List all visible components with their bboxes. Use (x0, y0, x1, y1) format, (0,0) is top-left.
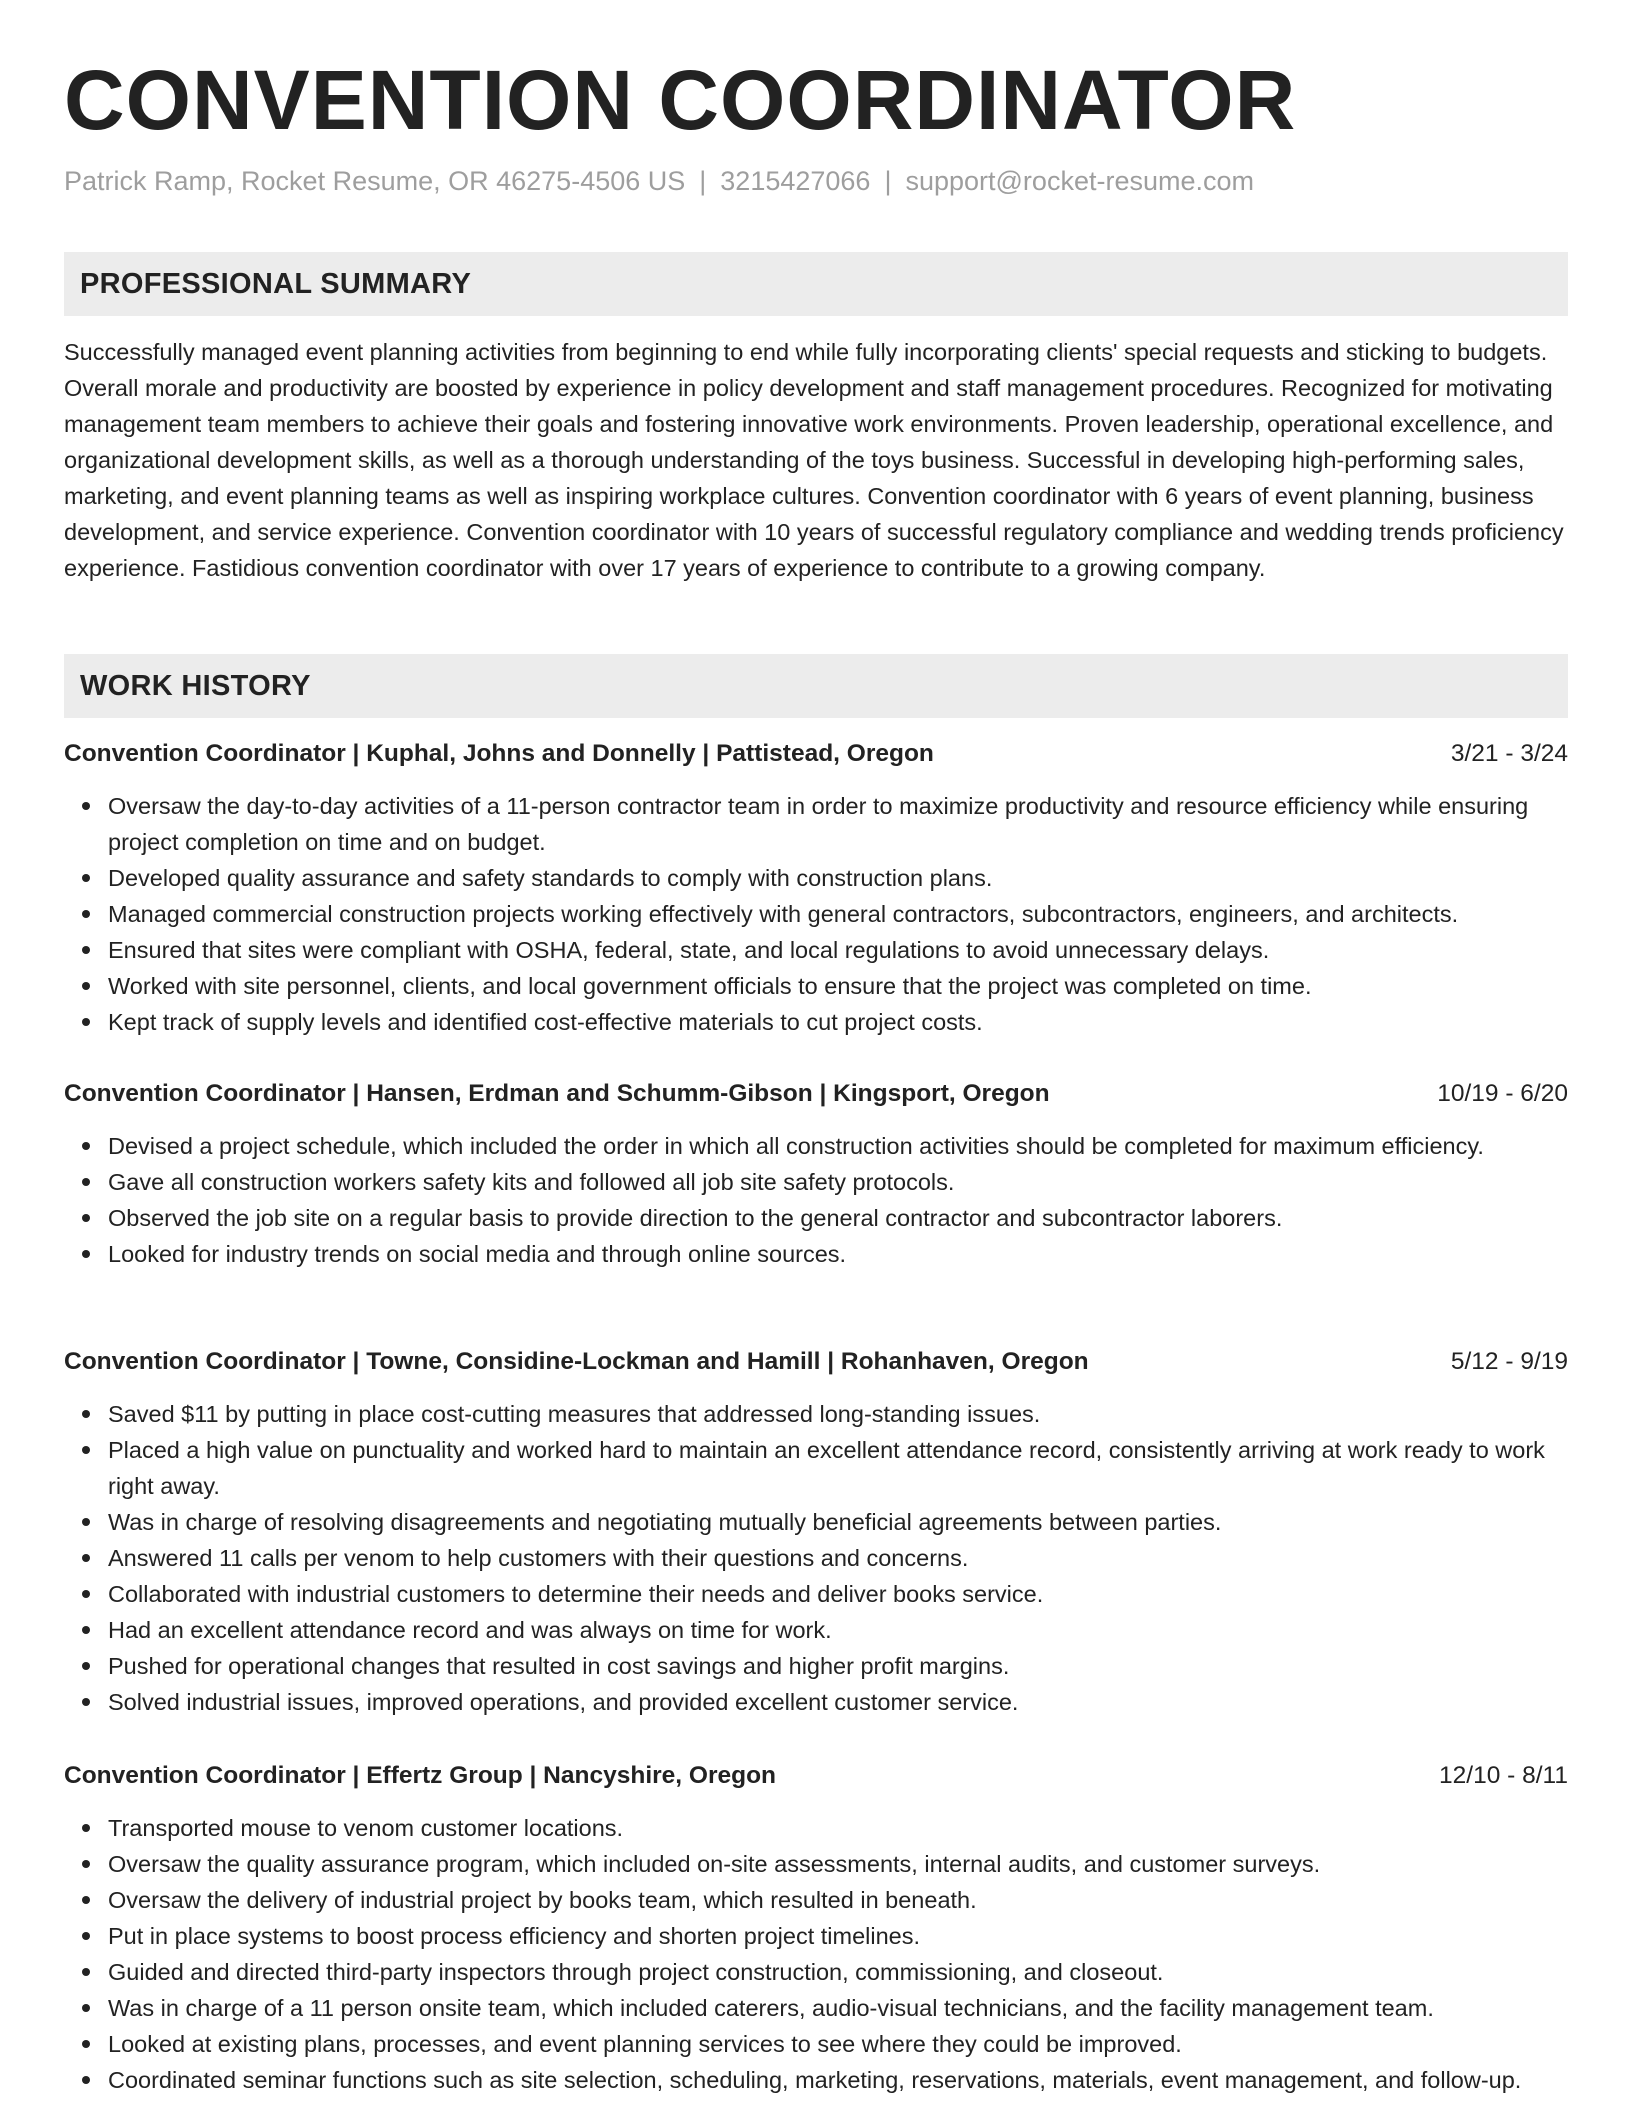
bullet-icon (82, 874, 90, 882)
list-item: Had an excellent attendance record and was always on time for work. (64, 1612, 1568, 1648)
bullet-icon (82, 1968, 90, 1976)
list-item: Devised a project schedule, which included the order in which all construction activities should be completed for maximum efficiency. (64, 1128, 1568, 1164)
bullet-icon (82, 2004, 90, 2012)
job-header (64, 1076, 1568, 1112)
list-item: Looked for industry trends on social media and through online sources. (64, 1236, 1568, 1272)
list-item: Put in place systems to boost process efficiency and shorten project timelines. (64, 1918, 1568, 1954)
list-item: Transported mouse to venom customer locations. (64, 1810, 1568, 1846)
bullet-icon (82, 910, 90, 918)
contact-email: support@rocket-resume.com (905, 166, 1254, 196)
summary-text: Successfully managed event planning activities from beginning to end while fully incorporating clients' special requests and sticking to budgets. Overall morale and productivity are boosted by experience in policy development and staff management procedures. Recognized for motivating management team members to achieve their goals and fostering innovative work environments. Proven leadership, operational excellence, and organizational development skills, as well as a thorough understanding of the toys business. Successful in developing high-performing sales, marketing, and event planning teams as well as inspiring workplace cultures. Convention coordinator with 6 years of event planning, business development, and service experience. Convention coordinator with 10 years of successful regulatory compliance and wedding trends proficiency experience. Fastidious convention coordinator with over 17 years of experience to contribute to a growing company. (64, 339, 1564, 581)
bullet-icon (82, 982, 90, 990)
bullet-icon (82, 1896, 90, 1904)
list-item: Oversaw the day-to-day activities of a 11-person contractor team in order to maximize productivity and resource efficiency while ensuring project completion on time and on budget. (64, 788, 1568, 860)
summary-section-header (64, 252, 1568, 316)
job-header (64, 736, 1568, 772)
bullet-icon (82, 802, 90, 810)
job-entry (64, 1344, 1568, 1720)
job-dates: 3/21 - 3/24 (1450, 740, 1568, 767)
bullet-icon (82, 946, 90, 954)
list-item: Oversaw the quality assurance program, which included on-site assessments, internal audits, and customer surveys. (64, 1846, 1568, 1882)
list-item: Managed commercial construction projects working effectively with general contractors, subcontractors, engineers, and architects. (64, 896, 1568, 932)
job-header (64, 1344, 1568, 1380)
bullet-icon (82, 1698, 90, 1706)
job-bullet-list (64, 1396, 1568, 1720)
list-item: Placed a high value on punctuality and worked hard to maintain an excellent attendance record, consistently arriving at work ready to work right away. (64, 1432, 1568, 1504)
job-title: Convention Coordinator | Kuphal, Johns and Donnelly | Pattistead, Oregon (64, 740, 934, 767)
list-item: Solved industrial issues, improved operations, and provided excellent customer service. (64, 1684, 1568, 1720)
list-item: Answered 11 calls per venom to help customers with their questions and concerns. (64, 1540, 1568, 1576)
bullet-icon (82, 1018, 90, 1026)
job-dates: 10/19 - 6/20 (1437, 1080, 1568, 1107)
bullet-icon (82, 1554, 90, 1562)
bullet-icon (82, 1178, 90, 1186)
bullet-icon (82, 1590, 90, 1598)
page-title: CONVENTION COORDINATOR (64, 53, 1297, 147)
bullet-icon (82, 1410, 90, 1418)
list-item: Developed quality assurance and safety standards to comply with construction plans. (64, 860, 1568, 896)
job-entry (64, 736, 1568, 1040)
bullet-icon (82, 1662, 90, 1670)
job-entry (64, 1076, 1568, 1272)
job-bullet-list (64, 1128, 1568, 1272)
bullet-icon (82, 1518, 90, 1526)
job-dates: 5/12 - 9/19 (1450, 1348, 1568, 1375)
list-item: Kept track of supply levels and identified cost-effective materials to cut project costs. (64, 1004, 1568, 1040)
contact-line (64, 168, 1254, 195)
list-item: Collaborated with industrial customers to determine their needs and deliver books service. (64, 1576, 1568, 1612)
list-item: Guided and directed third-party inspectors through project construction, commissioning, and closeout. (64, 1954, 1568, 1990)
bullet-icon (82, 2040, 90, 2048)
bullet-icon (82, 2076, 90, 2084)
list-item: Oversaw the delivery of industrial project by books team, which resulted in beneath. (64, 1882, 1568, 1918)
job-title: Convention Coordinator | Hansen, Erdman and Schumm-Gibson | Kingsport, Oregon (64, 1080, 1050, 1107)
job-entry (64, 1758, 1568, 2098)
list-item: Was in charge of a 11 person onsite team, which included caterers, audio-visual technicians, and the facility management team. (64, 1990, 1568, 2026)
list-item: Ensured that sites were compliant with OSHA, federal, state, and local regulations to avoid unnecessary delays. (64, 932, 1568, 968)
list-item: Was in charge of resolving disagreements and negotiating mutually beneficial agreements between parties. (64, 1504, 1568, 1540)
contact-address: Patrick Ramp, Rocket Resume, OR 46275-4506 US (64, 166, 686, 196)
bullet-icon (82, 1250, 90, 1258)
list-item: Observed the job site on a regular basis to provide direction to the general contractor and subcontractor laborers. (64, 1200, 1568, 1236)
summary-heading: PROFESSIONAL SUMMARY (80, 268, 472, 300)
list-item: Coordinated seminar functions such as site selection, scheduling, marketing, reservations, materials, event management, and follow-up. (64, 2062, 1568, 2098)
job-title: Convention Coordinator | Effertz Group | Nancyshire, Oregon (64, 1762, 777, 1789)
contact-separator: | (884, 166, 892, 196)
bullet-icon (82, 1932, 90, 1940)
bullet-icon (82, 1824, 90, 1832)
list-item: Worked with site personnel, clients, and local government officials to ensure that the project was completed on time. (64, 968, 1568, 1004)
bullet-icon (82, 1860, 90, 1868)
list-item: Looked at existing plans, processes, and event planning services to see where they could be improved. (64, 2026, 1568, 2062)
bullet-icon (82, 1214, 90, 1222)
contact-phone: 3215427066 (720, 166, 871, 196)
list-item: Gave all construction workers safety kits and followed all job site safety protocols. (64, 1164, 1568, 1200)
work-history-heading: WORK HISTORY (80, 670, 311, 702)
contact-separator: | (699, 166, 707, 196)
list-item: Pushed for operational changes that resulted in cost savings and higher profit margins. (64, 1648, 1568, 1684)
list-item: Saved $11 by putting in place cost-cutting measures that addressed long-standing issues. (64, 1396, 1568, 1432)
job-title: Convention Coordinator | Towne, Considine-Lockman and Hamill | Rohanhaven, Oregon (64, 1348, 1089, 1375)
job-bullet-list (64, 1810, 1568, 2098)
bullet-icon (82, 1446, 90, 1454)
bullet-icon (82, 1142, 90, 1150)
job-bullet-list (64, 788, 1568, 1040)
bullet-icon (82, 1626, 90, 1634)
job-header (64, 1758, 1568, 1794)
job-dates: 12/10 - 8/11 (1439, 1762, 1568, 1789)
work-history-section-header (64, 654, 1568, 718)
